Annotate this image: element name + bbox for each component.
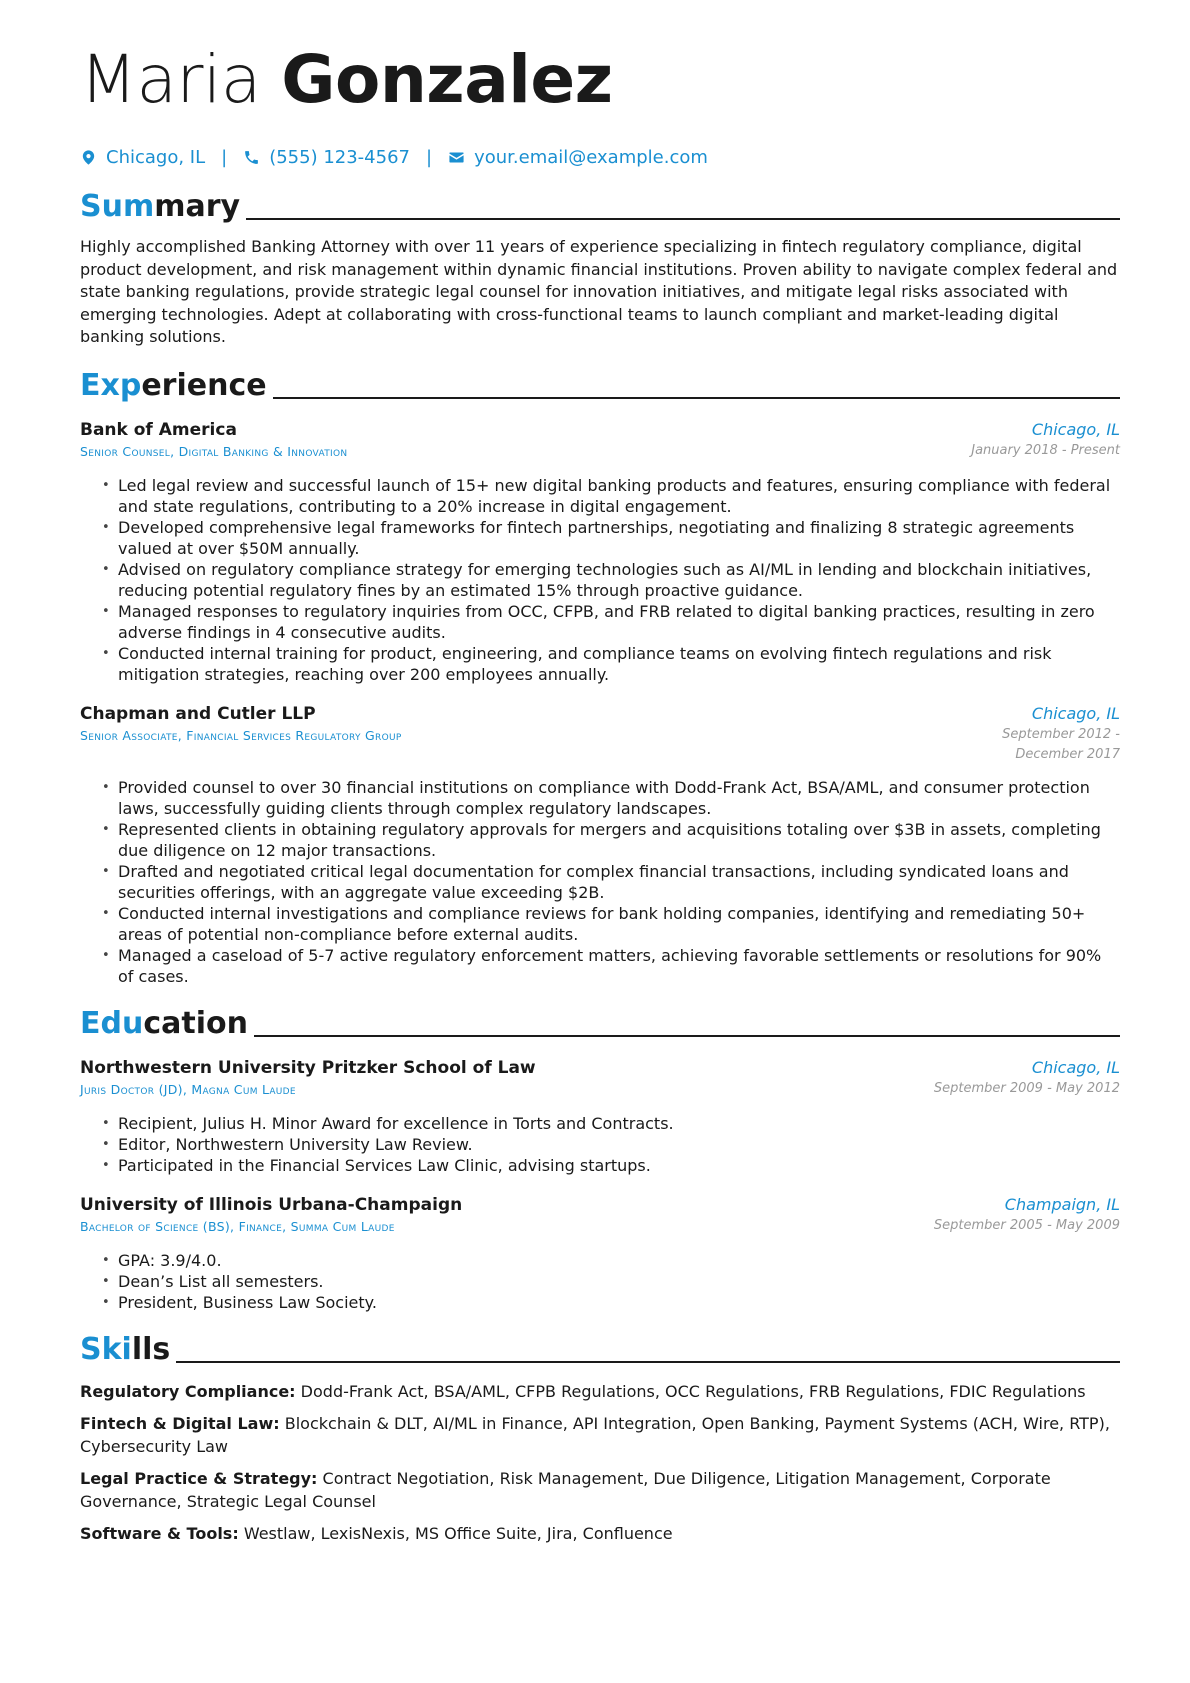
location-text: Chicago, IL bbox=[106, 146, 206, 168]
education-entry bbox=[80, 1057, 1120, 1176]
entry-header bbox=[80, 703, 1120, 725]
bullet-item: • President, Business Law Society. bbox=[118, 1292, 1120, 1313]
bullet-list bbox=[80, 1113, 1120, 1176]
section-rule bbox=[254, 1035, 1120, 1037]
job-title: Senior Counsel, Digital Banking & Innovation bbox=[80, 443, 348, 459]
entry-subheader bbox=[80, 1216, 1120, 1238]
section-title-rest: erience bbox=[141, 367, 267, 403]
bullet-item: • Led legal review and successful launch of 15+ new digital banking products and features, ensuring compliance with federal and state regulations, contributing to a 20% increase in digital engagement. bbox=[118, 475, 1120, 517]
entry-date: September 2009 - May 2012 bbox=[933, 1080, 1120, 1096]
skill-row bbox=[80, 1523, 1120, 1546]
contact-separator: | bbox=[221, 146, 228, 168]
contact-phone bbox=[243, 147, 410, 168]
skill-items: Contract Negotiation, Risk Management, Due Diligence, Litigation Management, Corporate Governance, Strategic Legal Counsel bbox=[80, 1469, 1051, 1511]
entry-date: September 2005 - May 2009 bbox=[933, 1217, 1120, 1233]
section-title-rest: cation bbox=[143, 1005, 248, 1041]
bullet-item: • Conducted internal training for product, engineering, and compliance teams on evolving fintech regulations and risk mitigation strategies, reaching over 200 employees annually. bbox=[118, 643, 1120, 685]
bullet-item: • Dean’s List all semesters. bbox=[118, 1271, 1120, 1292]
entry-subheader bbox=[80, 441, 1120, 463]
skill-category: Software & Tools: bbox=[80, 1524, 239, 1543]
degree: Bachelor of Science (BS), Finance, Summa Cum Laude bbox=[80, 1218, 395, 1234]
map-pin-icon bbox=[80, 149, 97, 166]
phone-text: (555) 123-4567 bbox=[269, 146, 410, 168]
skill-category: Fintech & Digital Law: bbox=[80, 1414, 280, 1433]
summary-text: Highly accomplished Banking Attorney with over 11 years of experience specializing in fintech regulatory compliance, digital product development, and risk management within dynamic financial institutions. Proven ability to navigate complex federal and state banking regulations, provide strategic legal counsel for innovation initiatives, and mitigate legal risks associated with emerging technologies. Adept at collaborating with cross-functional teams to launch compliant and market-leading digital banking solutions. bbox=[80, 237, 1118, 346]
degree: Juris Doctor (JD), Magna Cum Laude bbox=[80, 1081, 296, 1097]
bullet-list bbox=[80, 475, 1120, 685]
bullet-item: • Represented clients in obtaining regulatory approvals for mergers and acquisitions totaling over $3B in assets, completing due diligence on 12 major transactions. bbox=[118, 819, 1120, 861]
experience-entry bbox=[80, 419, 1120, 685]
entry-subheader bbox=[80, 725, 1120, 765]
skill-items: Blockchain & DLT, AI/ML in Finance, API Integration, Open Banking, Payment Systems (ACH, Wire, RTP), Cybersecurity Law bbox=[80, 1414, 1110, 1456]
contact-separator: | bbox=[426, 146, 433, 168]
bullet-item: • GPA: 3.9/4.0. bbox=[118, 1250, 1120, 1271]
section-rule bbox=[176, 1361, 1120, 1363]
skill-row bbox=[80, 1413, 1120, 1458]
bullet-item: • Developed comprehensive legal frameworks for fintech partnerships, negotiating and finalizing 8 strategic agreements valued at over $50M annually. bbox=[118, 517, 1120, 559]
resume-content bbox=[80, 40, 1120, 1556]
phone-icon bbox=[243, 149, 260, 166]
skills-list bbox=[80, 1381, 1120, 1546]
employer-name: Chapman and Cutler LLP bbox=[80, 703, 316, 724]
last-name: Gonzalez bbox=[281, 41, 613, 118]
entry-subheader bbox=[80, 1079, 1120, 1101]
email-link[interactable]: your.email@example.com bbox=[474, 146, 708, 168]
entry-location: Champaign, IL bbox=[1004, 1194, 1120, 1214]
education-heading bbox=[80, 1003, 1120, 1041]
bullet-item: • Provided counsel to over 30 financial institutions on compliance with Dodd-Frank Act, BSA/AML, and consumer protection laws, successfully guiding clients through complex regulatory landscapes. bbox=[118, 777, 1120, 819]
bullet-item: • Advised on regulatory compliance strategy for emerging technologies such as AI/ML in lending and blockchain initiatives, reducing potential regulatory fines by an estimated 15% through proactive guidance. bbox=[118, 559, 1120, 601]
bullet-list bbox=[80, 1250, 1120, 1313]
section-title-accent: Sum bbox=[80, 189, 155, 224]
entry-header bbox=[80, 419, 1120, 441]
entry-location: Chicago, IL bbox=[1031, 703, 1120, 723]
employer-name: Bank of America bbox=[80, 419, 237, 440]
skill-category: Regulatory Compliance: bbox=[80, 1381, 296, 1401]
section-title bbox=[80, 190, 240, 224]
skill-items: Westlaw, LexisNexis, MS Office Suite, Jira, Confluence bbox=[243, 1524, 673, 1543]
skills-heading bbox=[80, 1329, 1120, 1367]
section-title bbox=[80, 369, 267, 403]
experience-list bbox=[80, 419, 1120, 987]
section-title bbox=[80, 1007, 248, 1041]
entry-header bbox=[80, 1194, 1120, 1216]
section-rule bbox=[246, 218, 1120, 220]
bullet-item: • Recipient, Julius H. Minor Award for excellence in Torts and Contracts. bbox=[118, 1113, 1120, 1134]
experience-entry bbox=[80, 703, 1120, 987]
bullet-item: • Conducted internal investigations and compliance reviews for bank holding companies, identifying and remediating 50+ areas of potential non-compliance before external audits. bbox=[118, 903, 1120, 945]
entry-date: September 2012 - December 2017 bbox=[1002, 726, 1120, 762]
education-entry bbox=[80, 1194, 1120, 1313]
section-title bbox=[80, 1333, 170, 1367]
entry-header bbox=[80, 1057, 1120, 1079]
section-title-rest: lls bbox=[131, 1331, 171, 1367]
bullet-item: • Editor, Northwestern University Law Review. bbox=[118, 1134, 1120, 1155]
skill-row bbox=[80, 1468, 1120, 1513]
bullet-item: • Managed a caseload of 5-7 active regulatory enforcement matters, achieving favorable settlements or resolutions for 90% of cases. bbox=[118, 945, 1120, 987]
section-title-rest: mary bbox=[154, 189, 241, 224]
contact-location bbox=[80, 147, 205, 168]
candidate-name bbox=[80, 40, 1120, 120]
job-title: Senior Associate, Financial Services Regulatory Group bbox=[80, 727, 402, 743]
first-name: Maria bbox=[80, 41, 261, 118]
school-name: Northwestern University Pritzker School of Law bbox=[80, 1057, 536, 1078]
section-title-accent: Edu bbox=[80, 1005, 144, 1041]
bullet-item: • Drafted and negotiated critical legal documentation for complex financial transactions, including syndicated loans and securities offerings, with an aggregate value exceeding $2B. bbox=[118, 861, 1120, 903]
skill-row bbox=[80, 1381, 1120, 1404]
section-title-accent: Exp bbox=[80, 367, 142, 403]
entry-date: January 2018 - Present bbox=[971, 442, 1120, 458]
bullet-item: • Managed responses to regulatory inquiries from OCC, CFPB, and FRB related to digital banking practices, resulting in zero adverse findings in 4 consecutive audits. bbox=[118, 601, 1120, 643]
bullet-item: • Participated in the Financial Services Law Clinic, advising startups. bbox=[118, 1155, 1120, 1176]
entry-location: Chicago, IL bbox=[1031, 1057, 1120, 1077]
section-title-accent: Ski bbox=[80, 1331, 132, 1367]
contact-email bbox=[448, 147, 708, 168]
section-rule bbox=[273, 397, 1120, 399]
school-name: University of Illinois Urbana-Champaign bbox=[80, 1194, 463, 1215]
envelope-icon bbox=[448, 149, 465, 166]
bullet-list bbox=[80, 777, 1120, 987]
contact-bar bbox=[80, 144, 1120, 170]
skill-items: Dodd-Frank Act, BSA/AML, CFPB Regulations, OCC Regulations, FRB Regulations, FDIC Regulations bbox=[300, 1381, 1086, 1401]
skill-category: Legal Practice & Strategy: bbox=[80, 1469, 318, 1488]
experience-heading bbox=[80, 365, 1120, 403]
education-list bbox=[80, 1057, 1120, 1313]
entry-location: Chicago, IL bbox=[1031, 419, 1120, 439]
summary-heading bbox=[80, 186, 1120, 224]
